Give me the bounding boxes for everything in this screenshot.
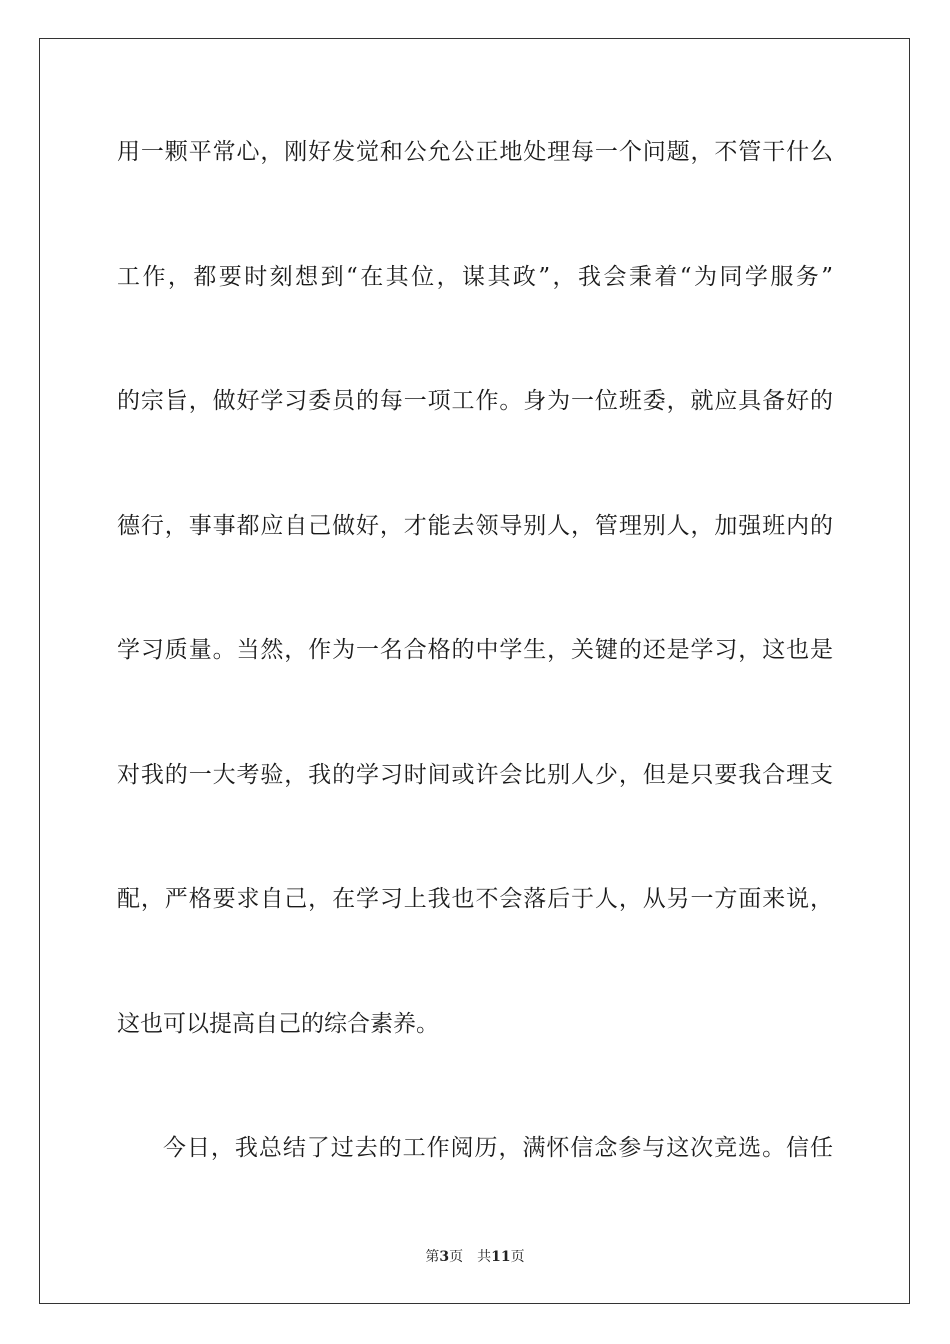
body-text-line-4: 德行，事事都应自己做好，才能去领导别人，管理别人，加强班内的 — [117, 513, 833, 539]
page-border — [39, 38, 910, 1304]
body-text-line-3: 的宗旨，做好学习委员的每一项工作。身为一位班委，就应具备好的 — [117, 388, 833, 414]
footer-page-prefix: 第 — [425, 1249, 440, 1265]
page-footer — [0, 1248, 950, 1266]
body-text-line-7: 配，严格要求自己，在学习上我也不会落后于人，从另一方面来说， — [117, 886, 833, 912]
footer-total-pages: 11 — [491, 1249, 511, 1265]
body-text-line-8: 这也可以提高自己的综合素养。 — [117, 1011, 439, 1037]
paragraph-start-line: 今日，我总结了过去的工作阅历，满怀信念参与这次竞选。信任 — [163, 1135, 833, 1161]
body-text-line-1: 用一颗平常心，刚好发觉和公允公正地处理每一个问题，不管干什么 — [117, 139, 833, 165]
footer-page-number: 3 — [439, 1249, 450, 1265]
footer-total-prefix: 共 — [477, 1249, 492, 1265]
body-text-line-6: 对我的一大考验，我的学习时间或许会比别人少，但是只要我合理支 — [117, 762, 833, 788]
body-text-line-2: 工作，都要时刻想到“在其位，谋其政”，我会秉着“为同学服务” — [117, 264, 833, 290]
footer-page-suffix: 页 — [449, 1249, 464, 1265]
footer-total-suffix: 页 — [510, 1249, 525, 1265]
body-text-line-5: 学习质量。当然，作为一名合格的中学生，关键的还是学习，这也是 — [117, 637, 833, 663]
